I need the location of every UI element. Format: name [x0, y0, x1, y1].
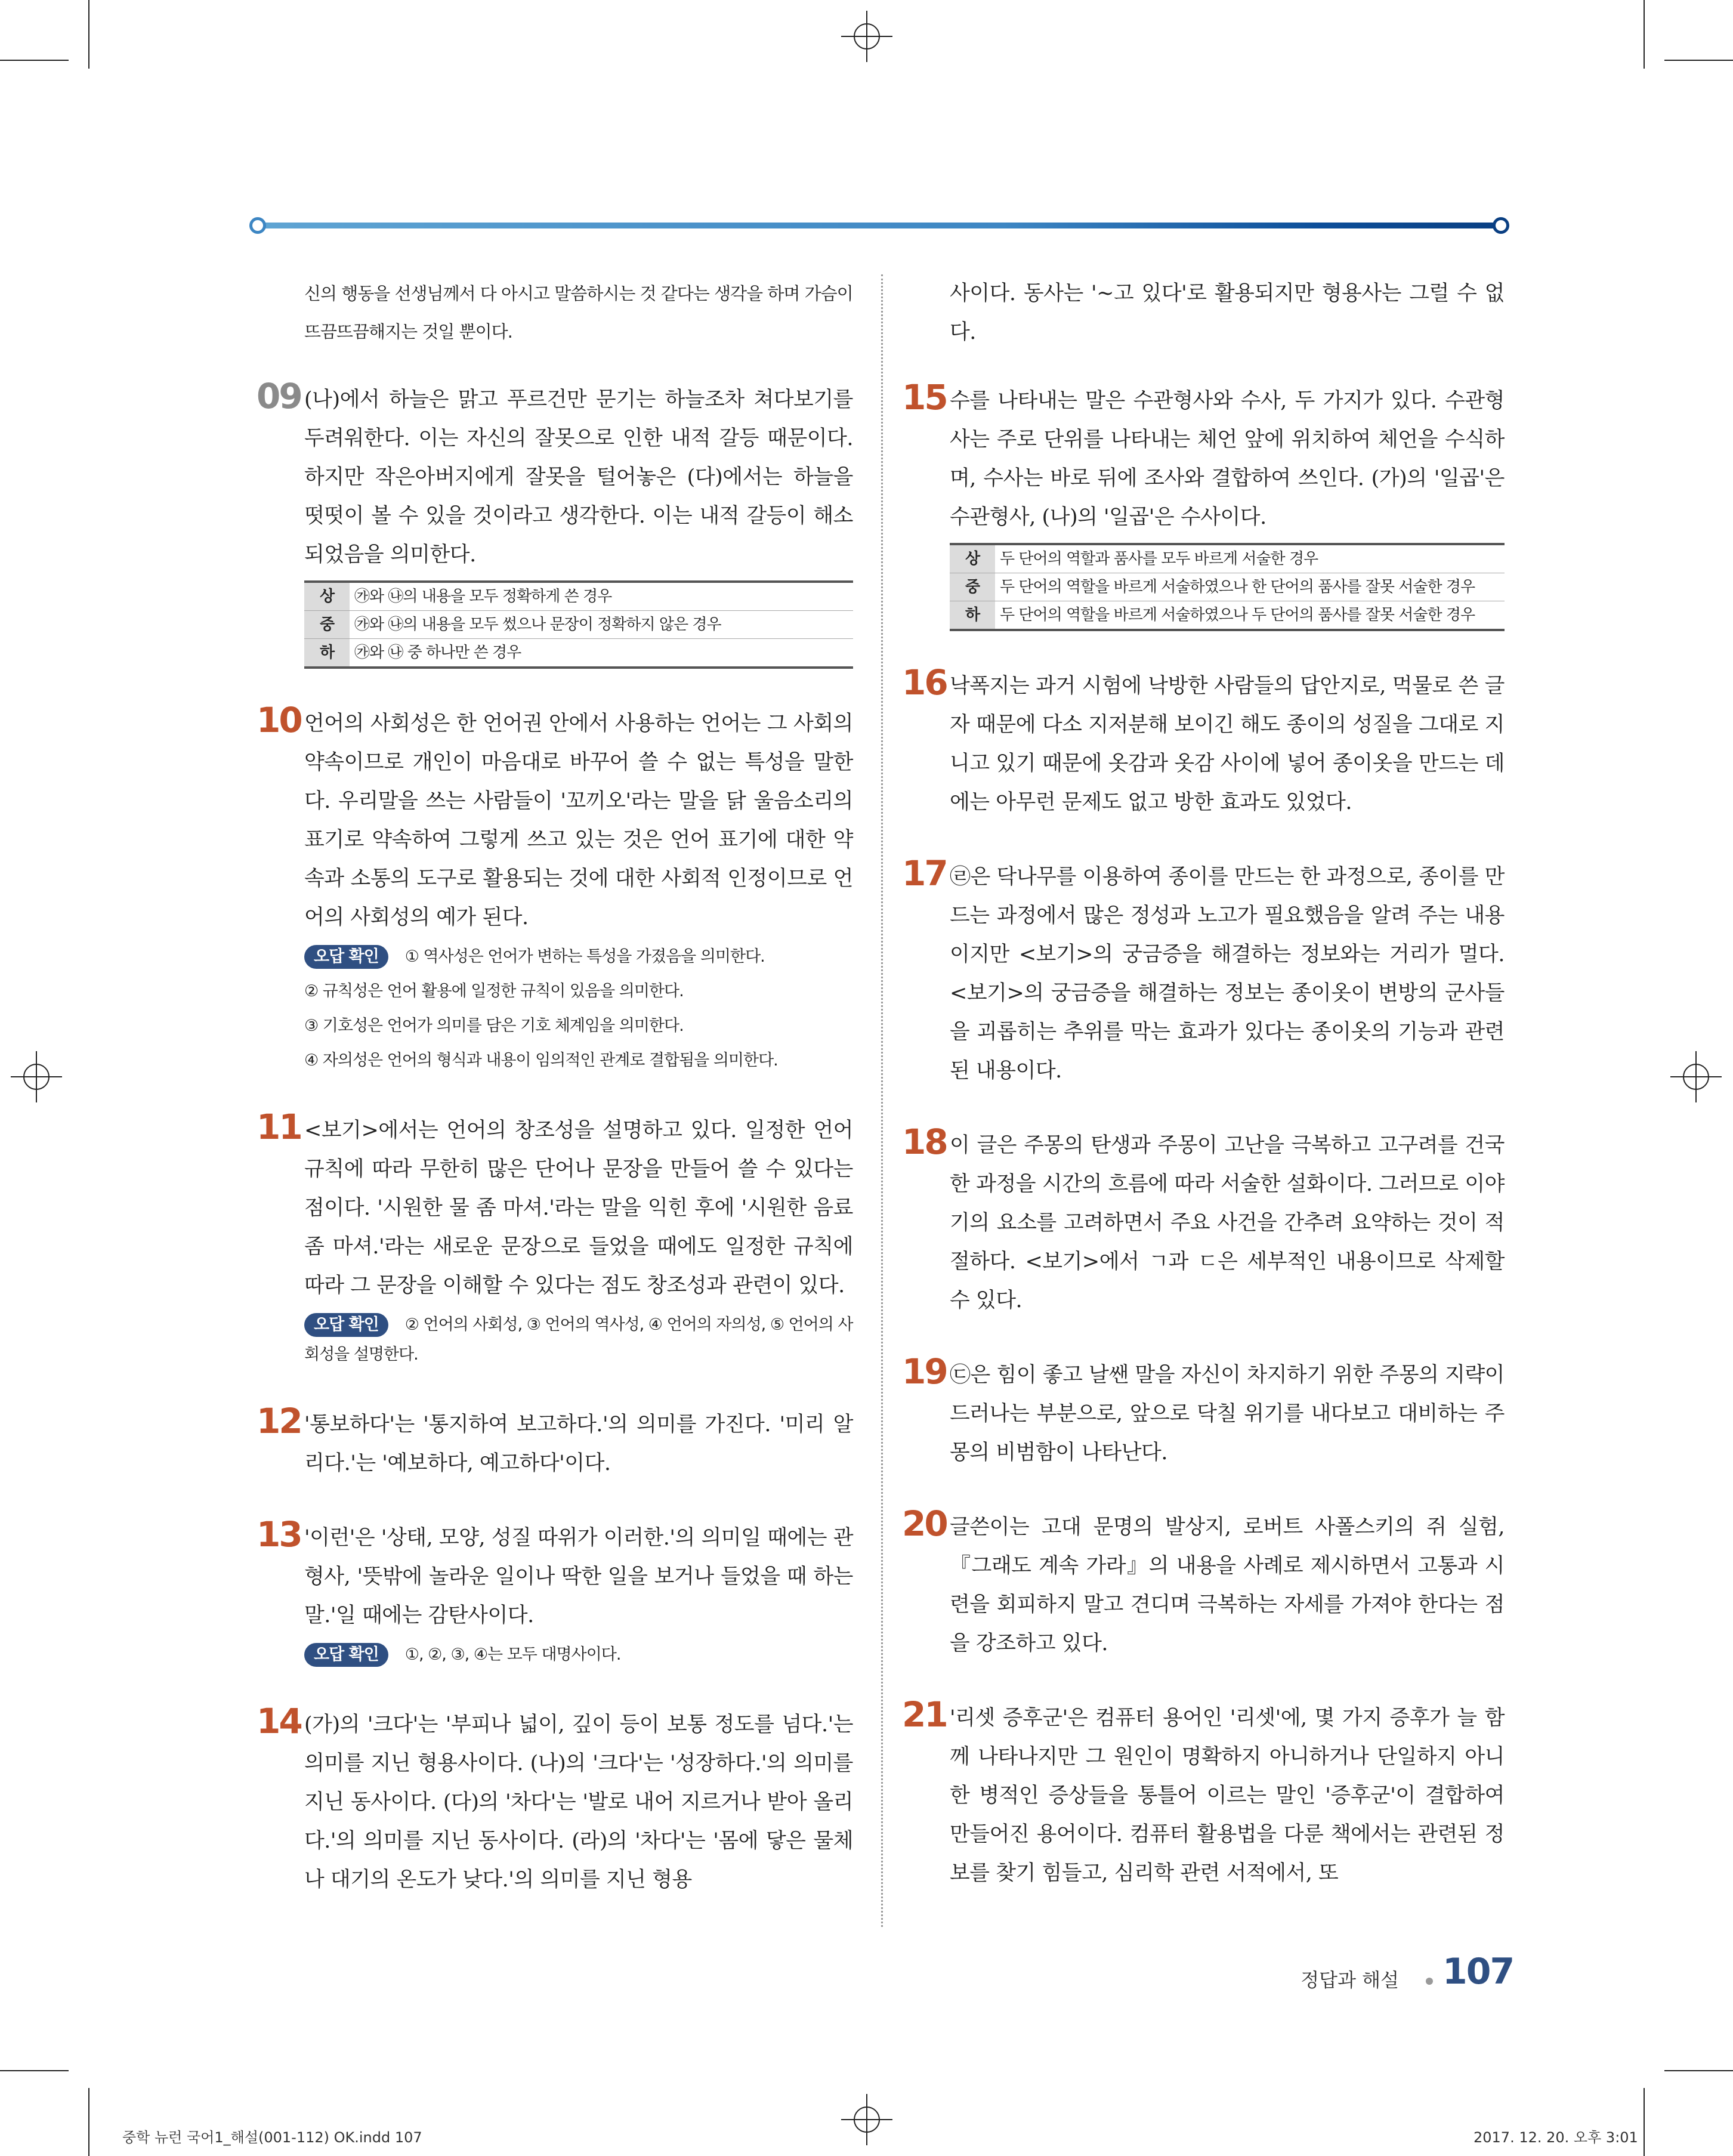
right-column: [902, 274, 1505, 1929]
registration-mark: [1670, 1051, 1722, 1102]
registration-mark: [841, 2094, 892, 2145]
column-divider: [881, 274, 883, 1927]
footer-section-label: 정답과 해설: [1300, 1969, 1399, 1991]
rubric-row: 중 ㉮와 ㉯의 내용을 모두 썼으나 문장이 정확하지 않은 경우: [304, 611, 853, 639]
answer-item: [257, 1701, 853, 1899]
question-number: 14: [257, 1701, 301, 1741]
wrong-answer-note: ③ 기호성은 언어가 의미를 담은 기호 체계임을 의미한다.: [304, 1017, 684, 1035]
answer-item: [902, 1122, 1505, 1320]
answer-item: [902, 377, 1505, 631]
answer-item: [902, 662, 1505, 822]
answer-item: [257, 1514, 853, 1670]
answer-item: [902, 853, 1505, 1091]
crop-mark: [0, 2070, 69, 2071]
crop-mark: [1664, 60, 1733, 61]
answer-text: ㉢은 힘이 좋고 날쌘 말을 자신이 차지하기 위한 주몽의 지략이 드러나는 부분으로, 앞으로 닥칠 위기를 내다보고 대비하는 주몽의 비범함이 나타난다.: [950, 1363, 1505, 1465]
answer-text: 언어의 사회성은 한 언어권 안에서 사용하는 언어는 그 사회의 약속이므로 개인이 마음대로 바꾸어 쓸 수 없는 특성을 말한다. 우리말을 쓰는 사람들이 '꼬끼오'라는 말을 닭 울음소리의 표기로 약속하여 그렇게 쓰고 있는 것은 언어 표기에 대한 약속과 소통의 도구로 활용되는 것에 대한 사회적 인정이므로 언어의 사회성의 예가 된다.: [304, 712, 853, 929]
crop-mark: [1664, 2070, 1733, 2071]
answer-item: [257, 700, 853, 1076]
answer-text: (나)에서 하늘은 맑고 푸르건만 문기는 하늘조차 쳐다보기를 두려워한다. 이는 자신의 잘못으로 인한 내적 갈등 때문이다. 하지만 작은아버지에게 잘못을 털어놓은 (다)에서는 하늘을 떳떳이 볼 수 있을 것이라고 생각한다. 이는 내적 갈등이 해소되었음을 의미한다.: [304, 388, 853, 567]
answer-text: '리셋 증후군'은 컴퓨터 용어인 '리셋'에, 몇 가지 증후가 늘 함께 나타나지만 그 원인이 명확하지 아니하거나 단일하지 아니한 병적인 증상들을 통틀어 이르는 말인 '증후군'이 결합하여 만들어진 용어이다. 컴퓨터 활용법을 다룬 책에서는 관련된 정보를 찾기 힘들고, 심리학 관련 서적에서, 또: [950, 1706, 1505, 1885]
answer-text: 글쓴이는 고대 문명의 발상지, 로버트 사폴스키의 쥐 실험, 『그래도 계속 가라』의 내용을 사례로 제시하면서 고통과 시련을 회피하지 말고 견디며 극복하는 자세를 가져야 한다는 점을 강조하고 있다.: [950, 1515, 1505, 1655]
question-number: 19: [902, 1351, 947, 1392]
wrong-answer-note: 오답 확인 ①, ②, ③, ④는 모두 대명사이다.: [304, 1640, 853, 1670]
wrong-answer-badge: 오답 확인: [304, 1313, 388, 1337]
crop-mark: [88, 0, 89, 69]
answer-text: '통보하다'는 '통지하여 보고하다.'의 의미를 가진다. '미리 알리다.'는 '예보하다, 예고하다'이다.: [304, 1413, 853, 1475]
question-number: 17: [902, 853, 947, 894]
wrong-answer-note: 오답 확인 ① 역사성은 언어가 변하는 특성을 가졌음을 의미한다.: [304, 942, 853, 972]
question-number: 18: [902, 1122, 947, 1162]
crop-mark: [1644, 2088, 1645, 2156]
registration-mark: [11, 1051, 62, 1102]
page-number: 107: [1442, 1951, 1514, 1993]
answer-text: 낙폭지는 과거 시험에 낙방한 사람들의 답안지로, 먹물로 쓴 글자 때문에 다소 지저분해 보이긴 해도 종이의 성질을 그대로 지니고 있기 때문에 옷감과 옷감 사이에 넣어 종이옷을 만드는 데에는 아무런 문제도 없고 방한 효과도 있었다.: [950, 674, 1505, 814]
question-number: 13: [257, 1514, 301, 1555]
answer-item: [902, 1503, 1505, 1663]
rubric-row: 하 두 단어의 역할을 바르게 서술하였으나 두 단어의 품사를 잘못 서술한 경우: [950, 601, 1505, 631]
question-number: 21: [902, 1694, 947, 1735]
answer-item: [257, 1401, 853, 1483]
question-number: 20: [902, 1503, 947, 1544]
wrong-answer-badge: 오답 확인: [304, 1643, 388, 1667]
answer-text: (가)의 '크다'는 '부피나 넓이, 깊이 등이 보통 정도를 넘다.'는 의미를 지닌 형용사이다. (나)의 '크다'는 '성장하다.'의 의미를 지닌 동사이다. (다)의 '차다'는 '발로 내어 지르거나 받아 올리다.'의 의미를 지닌 동사이다. (라)의 '차다'는 '몸에 닿은 물체나 대기의 온도가 낮다.'의 의미를 지닌 형용: [304, 1713, 853, 1892]
answer-text: ㉣은 닥나무를 이용하여 종이를 만드는 한 과정으로, 종이를 만드는 과정에서 많은 정성과 노고가 필요했음을 알려 주는 내용이지만 <보기>의 궁금증을 해결하는 정보와는 거리가 멀다. <보기>의 궁금증을 해결하는 정보는 종이옷이 변방의 군사들을 괴롭히는 추위를 막는 효과가 있다는 종이옷의 기능과 관련된 내용이다.: [950, 865, 1505, 1083]
wrong-answer-badge: 오답 확인: [304, 945, 388, 969]
continued-text: 사이다. 동사는 '~고 있다'로 활용되지만 형용사는 그럴 수 없다.: [950, 282, 1505, 344]
answer-text: <보기>에서는 언어의 창조성을 설명하고 있다. 일정한 언어 규칙에 따라 무한히 많은 단어나 문장을 만들어 쓸 수 있다는 점이다. '시원한 물 좀 마셔.'라는 말을 익힌 후에 '시원한 음료 좀 마셔.'라는 새로운 문장으로 들었을 때에도 일정한 규칙에 따라 그 문장을 이해할 수 있다는 점도 창조성과 관련이 있다.: [304, 1119, 853, 1298]
question-number: 16: [902, 662, 947, 703]
crop-mark: [88, 2088, 89, 2156]
scoring-rubric: [304, 580, 853, 669]
print-slug-file: 중학 뉴런 국어1_해설(001-112) OK.indd 107: [122, 2129, 422, 2146]
question-number: 12: [257, 1401, 301, 1441]
wrong-answer-note: ② 규칙성은 언어 활용에 일정한 규칙이 있음을 의미한다.: [304, 982, 684, 1000]
answer-text: '이런'은 '상태, 모양, 성질 따위가 이러한.'의 의미일 때에는 관형사, '뜻밖에 놀라운 일이나 딱한 일을 보거나 들었을 때 하는 말.'일 때에는 감탄사이다.: [304, 1526, 853, 1627]
question-number: 10: [257, 700, 301, 740]
print-slug-date: 2017. 12. 20. 오후 3:01: [1473, 2129, 1638, 2146]
answer-item: [257, 1107, 853, 1370]
answer-text: 수를 나타내는 말은 수관형사와 수사, 두 가지가 있다. 수관형사는 주로 단위를 나타내는 체언 앞에 위치하여 체언을 수식하며, 수사는 바로 뒤에 조사와 결합하여 쓰인다. (가)의 '일곱'은 수관형사, (나)의 '일곱'은 수사이다.: [950, 389, 1505, 529]
question-number: 11: [257, 1107, 301, 1147]
rubric-row: 중 두 단어의 역할을 바르게 서술하였으나 한 단어의 품사를 잘못 서술한 경우: [950, 573, 1505, 601]
crop-mark: [1644, 0, 1645, 69]
header-rule: [249, 217, 1509, 234]
question-number: 15: [902, 377, 947, 418]
answer-item: [257, 376, 853, 669]
registration-mark: [841, 11, 892, 62]
scoring-rubric: [950, 543, 1505, 631]
answer-item: [902, 1351, 1505, 1472]
rubric-row: 상 두 단어의 역할과 품사를 모두 바르게 서술한 경우: [950, 544, 1505, 573]
crop-mark: [0, 60, 69, 61]
answer-item: [902, 1694, 1505, 1893]
wrong-answer-note: ④ 자의성은 언어의 형식과 내용이 임의적인 관계로 결합됨을 의미한다.: [304, 1051, 778, 1070]
answer-text: 이 글은 주몽의 탄생과 주몽이 고난을 극복하고 고구려를 건국한 과정을 시간의 흐름에 따라 서술한 설화이다. 그러므로 이야기의 요소를 고려하면서 주요 사건을 간추려 요약하는 것이 적절하다. <보기>에서 ㄱ과 ㄷ은 세부적인 내용이므로 삭제할 수 있다.: [950, 1133, 1505, 1312]
wrong-answer-note: 오답 확인 ② 언어의 사회성, ③ 언어의 역사성, ④ 언어의 자의성, ⑤ 언어의 사회성을 설명한다.: [304, 1310, 853, 1370]
footer-dot: [1426, 1978, 1433, 1985]
rubric-row: 상 ㉮와 ㉯의 내용을 모두 정확하게 쓴 경우: [304, 582, 853, 611]
left-column: [257, 274, 853, 1935]
question-number: 09: [257, 376, 301, 416]
continued-text: 신의 행동을 선생님께서 다 아시고 말씀하시는 것 같다는 생각을 하며 가슴이 뜨끔뜨끔해지는 것일 뿐이다.: [304, 283, 853, 342]
rubric-row: 하 ㉮와 ㉯ 중 하나만 쓴 경우: [304, 639, 853, 668]
